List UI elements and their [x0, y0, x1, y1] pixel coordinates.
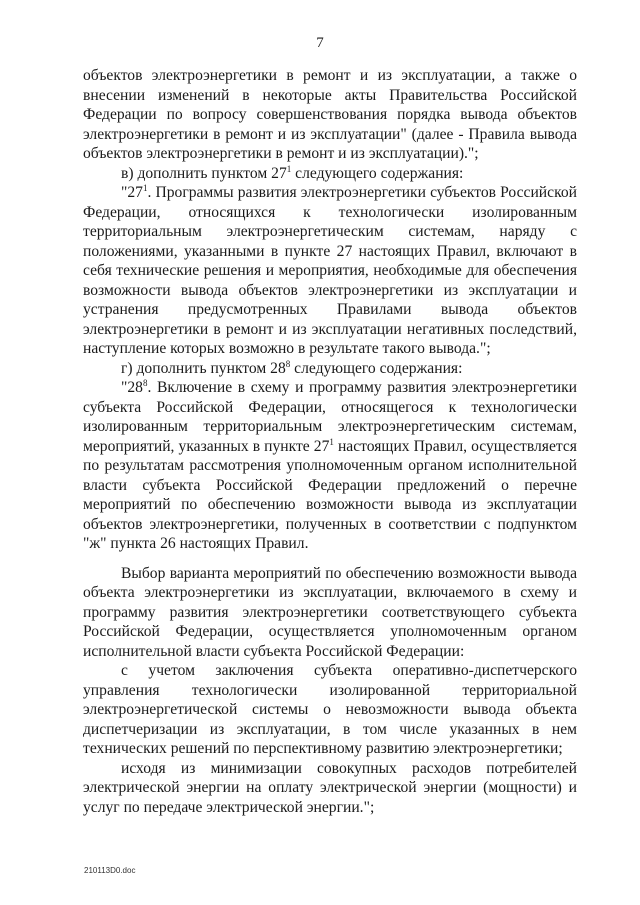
paragraph-condition-2: исходя из минимизации совокупных расходов потребителей электрической энергии на оплату электрической энергии (мощности) и услуг по передаче электрической энергии.";	[83, 759, 577, 816]
paragraph-item-v-text: в) дополнить пунктом 27	[121, 164, 287, 182]
paragraph-continuation: объектов электроэнергетики в ремонт и из эксплуатации, а также о внесении изменений в некоторые акты Правительства Российской Федерации по вопросу совершенствования порядка вывода объектов электроэнергетики в ремонт и из эксплуатации" (далее - Правила вывода объектов электроэнергетики в ремонт и из эксплуатации).";	[83, 67, 577, 162]
paragraph-point-27-1	[83, 183, 577, 359]
paragraph-point-27-1-head: "27	[121, 184, 143, 201]
footer-file-code: 210113D0.doc	[84, 866, 136, 875]
superscript: 1	[286, 163, 292, 174]
superscript: 8	[142, 378, 148, 388]
superscript: 1	[142, 183, 148, 193]
paragraph-choice: Выбор варианта мероприятий по обеспечению возможности вывода объекта электроэнергетики из эксплуатации, включаемого в схему и программу развития электроэнергетики соответствующего субъекта Российской Федерации, осуществляется уполномоченным органом исполнительной власти субъекта Российской Федерации:	[83, 564, 577, 660]
paragraph-point-28-8-tail: настоящих Правил, осуществляется по результатам рассмотрения уполномоченным органом исполнительной власти субъекта Российской Федерации предложений о перечне мероприятий по обеспечению возможности вывода из эксплуатации объектов электроэнергетики, полученных в соответствии с подпунктом "ж" пункта 26 настоящих Правил.	[83, 437, 577, 552]
paragraph-item-g-tail: следующего содержания:	[290, 359, 463, 377]
paragraph-item-g-text: г) дополнить пунктом 28	[121, 359, 286, 377]
paragraph-condition-1: с учетом заключения субъекта оперативно-диспетчерского управления технологически изолированной территориальной электроэнергетической системы о невозможности вывода объекта диспетчеризации из эксплуатации, в том числе указанных в нем технических решений по перспективному развитию электроэнергетики;	[83, 662, 577, 757]
superscript: 1	[329, 436, 334, 447]
paragraph-point-28-8-head: "28	[121, 379, 143, 396]
paragraph-item-v-tail: следующего содержания:	[291, 164, 464, 182]
paragraph-point-28-8-text: . Включение в схему и программу развития электроэнергетики субъекта Российской Федерации, относящегося к технологически изолированным территориальным электроэнергетическим системам, мероприятий, указанных в пункте 27	[83, 379, 577, 455]
paragraph-item-g	[83, 359, 577, 379]
paragraph-point-27-1-text: . Программы развития электроэнергетики субъектов Российской Федерации, относящихся к технологически изолированным территориальным электроэнергетическим системам, наряду с положениями, указанными в пункте 27 настоящих Правил, включают в себя технические решения и мероприятия, необходимые для обеспечения возможности вывода объектов электроэнергетики из эксплуатации и устранения предусмотренных Правилами вывода объектов электроэнергетики в ремонт и из эксплуатации негативных последствий, наступление которых возможно в результате такого вывода.";	[83, 184, 577, 357]
paragraph-item-v	[83, 164, 577, 184]
superscript: 8	[285, 358, 291, 369]
paragraph-point-28-8	[83, 378, 577, 554]
page-number: 7	[316, 35, 324, 51]
document-body	[83, 66, 577, 817]
